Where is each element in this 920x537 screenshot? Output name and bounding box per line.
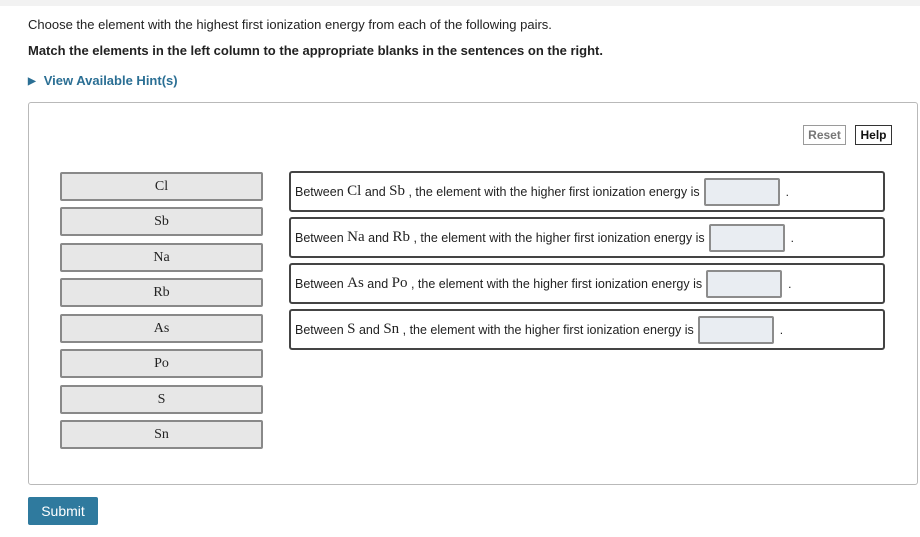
element-chip-cl[interactable]: Cl: [60, 172, 263, 201]
sentence-and: and: [364, 184, 386, 199]
reset-button[interactable]: Reset: [803, 125, 846, 145]
sentence-suffix: , the element with the higher first ionization energy is: [413, 230, 705, 245]
sentence-and: and: [368, 230, 389, 245]
sentence-suffix: , the element with the higher first ionization energy is: [410, 276, 703, 291]
drop-blank-1[interactable]: [704, 178, 780, 206]
view-hints-label: View Available Hint(s): [43, 73, 178, 88]
submit-button[interactable]: Submit: [28, 497, 98, 525]
sentence-element-a: Na: [347, 229, 365, 245]
sentence-2: [289, 217, 885, 258]
sentence-period: .: [785, 184, 789, 199]
sentence-period: .: [790, 230, 794, 245]
element-chip-na[interactable]: Na: [60, 243, 263, 272]
sentence-suffix: , the element with the higher first ionization energy is: [402, 322, 694, 337]
element-chip-po[interactable]: Po: [60, 349, 263, 378]
sentence-period: .: [788, 276, 792, 291]
sentence-suffix: , the element with the higher first ionization energy is: [408, 184, 700, 199]
sentence-4: [289, 309, 885, 350]
instruction-text: Choose the element with the highest first ionization energy from each of the following pairs.: [28, 17, 552, 32]
sentence-and: and: [367, 276, 389, 291]
element-chip-rb[interactable]: Rb: [60, 278, 263, 307]
view-hints-link[interactable]: [28, 73, 178, 88]
sentence-period: .: [779, 322, 784, 337]
sentence-element-a: S: [347, 321, 356, 337]
sentence-prefix: Between: [295, 184, 344, 199]
sentence-3: [289, 263, 885, 304]
sentence-element-b: Rb: [392, 229, 410, 245]
element-chip-sn[interactable]: Sn: [60, 420, 263, 449]
triangle-right-icon: ▶: [28, 76, 36, 87]
element-chip-sb[interactable]: Sb: [60, 207, 263, 236]
drop-blank-4[interactable]: [698, 316, 774, 344]
sentence-1: [289, 171, 885, 212]
sentence-element-a: Cl: [347, 183, 362, 199]
sentence-element-b: Sn: [383, 321, 400, 337]
help-button[interactable]: Help: [855, 125, 892, 145]
sentence-element-b: Sb: [389, 183, 405, 199]
sentence-prefix: Between: [295, 276, 344, 291]
element-chip-s[interactable]: S: [60, 385, 263, 414]
sentence-and: and: [358, 322, 380, 337]
sentence-element-a: As: [347, 275, 364, 291]
element-chip-as[interactable]: As: [60, 314, 263, 343]
top-bar: [0, 0, 920, 6]
drop-blank-3[interactable]: [706, 270, 782, 298]
drop-blank-2[interactable]: [709, 224, 785, 252]
sentence-prefix: Between: [295, 322, 344, 337]
sentence-element-b: Po: [391, 275, 408, 291]
instruction-bold-text: Match the elements in the left column to the appropriate blanks in the sentences on the right.: [28, 43, 603, 58]
sentence-prefix: Between: [295, 230, 344, 245]
